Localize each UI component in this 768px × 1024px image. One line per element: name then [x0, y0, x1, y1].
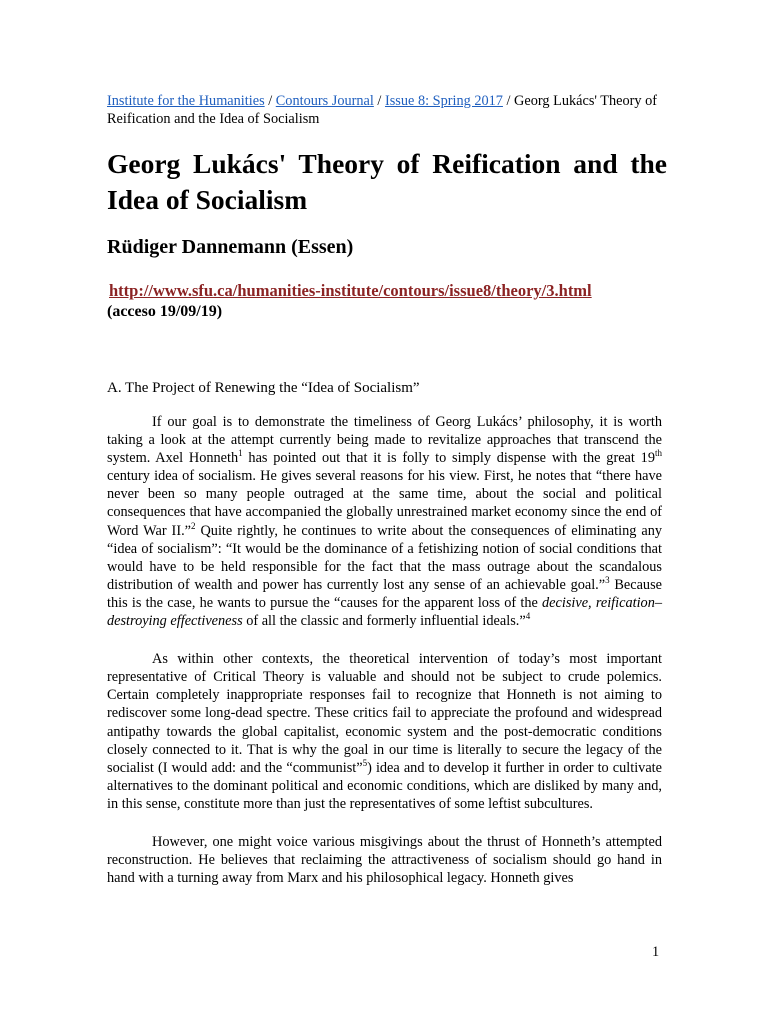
source-url-link[interactable]: http://www.sfu.ca/humanities-institute/contours/issue8/theory/3.html: [109, 281, 592, 300]
breadcrumb-link-issue[interactable]: Issue 8: Spring 2017: [384, 93, 503, 109]
emphasis-text: decisive, reification–destroying effectiveness: [107, 594, 662, 630]
section-heading: A. The Project of Renewing the “Idea of Socialism”: [107, 380, 420, 396]
footnote-ref: 4: [525, 611, 531, 622]
author-name: Rüdiger Dannemann (Essen): [107, 236, 354, 258]
paragraph: [107, 413, 662, 630]
footnote-ref: 5: [362, 757, 368, 768]
paragraph-text: Quite rightly, he continues to write about the consequences of eliminating any “idea of socialism”: “It would be the dominance of a fetishizing notion of social conditions that would have to be held responsible for the fact that the mass outrage about the scandalous distribution of wealth and power has currently lost any sense of an achievable goal.”: [107, 522, 662, 593]
paragraph-text: If our goal is to demonstrate the timeliness of Georg Lukács’ philosophy, it is worth taking a look at the attempt currently being made to revitalize approaches that transcend the system. Axel Honneth: [107, 414, 662, 467]
paragraph-text: As within other contexts, the theoretical intervention of today’s most important representative of Critical Theory is valuable and should not be subject to crude polemics. Certain completely inappropriate responses fail to recognize that Honneth is not aiming to rediscover some long-dead spectre. These critics fail to appreciate the profound and widespread antipathy towards the global capitalist, economic system and the post-democratic conditions closely connected to it. That is why the goal in our time is literally to secure the legacy of the socialist (I would add: and the “communist”: [107, 651, 662, 776]
paragraph-text: century idea of socialism. He gives several reasons for his view. First, he notes that “there have never been so many people outraged at the same time, about the social and political consequences that have accompanied the globally unrestrained market economy since the end of Word War II.”: [107, 468, 662, 539]
paragraph-text: of all the classic and formerly influential ideals.”: [242, 613, 526, 630]
paragraph-text: Because this is the case, he wants to pursue the “causes for the apparent loss of the: [107, 576, 662, 611]
ordinal-suffix: th: [654, 448, 662, 459]
paragraph-text: However, one might voice various misgivings about the thrust of Honneth’s attempted reconstruction. He believes that reclaiming the attractiveness of socialism should go hand in hand with a turning away from Marx and his philosophical legacy. Honneth gives: [107, 833, 662, 887]
access-date: (acceso 19/09/19): [107, 303, 223, 320]
paragraph-text: ) idea and to develop it further in order to cultivate alternatives to the dominant political and economic conditions, which are disliked by many and, in this sense, constitute more than just the representatives of some leftist subcultures.: [107, 759, 662, 812]
breadcrumb-link-institute[interactable]: Institute for the Humanities: [107, 93, 265, 109]
article-body: [107, 413, 662, 907]
page-title: Georg Lukács' Theory of Reification and the Idea of Socialism: [107, 148, 667, 215]
paragraph-text: has pointed out that it is folly to simply dispense with the great 19: [242, 450, 655, 467]
footnote-ref: 1: [238, 448, 243, 459]
page-number: 1: [652, 944, 660, 960]
breadcrumb-separator: /: [264, 93, 276, 109]
breadcrumb: [107, 92, 662, 128]
footnote-ref: 3: [605, 575, 610, 586]
breadcrumb-current: / Georg Lukács' Theory of Reification and the Idea of Socialism: [107, 93, 658, 127]
footnote-ref: 2: [191, 520, 196, 531]
breadcrumb-separator: /: [373, 93, 385, 109]
paragraph: [107, 833, 662, 887]
paragraph: [107, 650, 662, 813]
breadcrumb-link-contours[interactable]: Contours Journal: [275, 93, 374, 109]
